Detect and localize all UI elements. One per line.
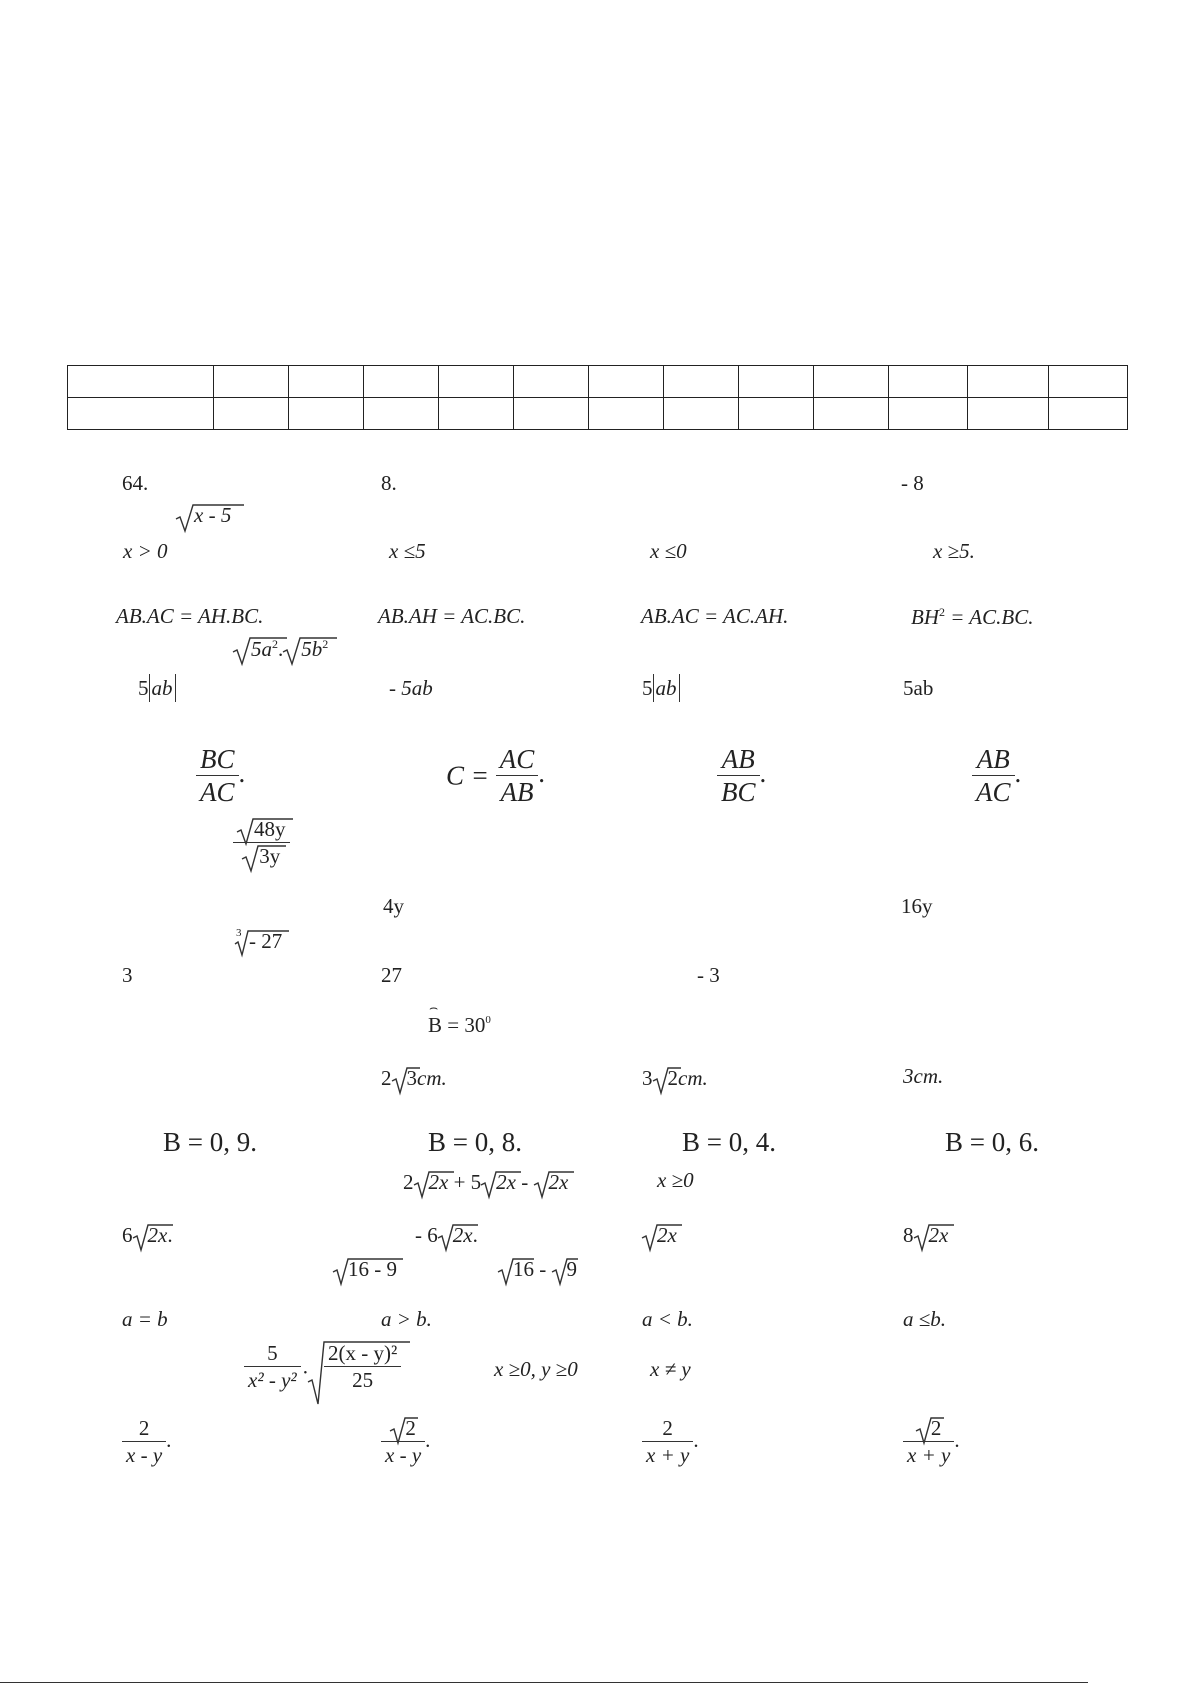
q9-option-a (122, 1225, 173, 1246)
q10-option-c: a < b. (642, 1307, 693, 1331)
minus: - (534, 1257, 552, 1281)
grid-cell[interactable] (664, 398, 739, 430)
q3-option-d: 5ab (903, 676, 934, 700)
q2-d-rest: = AC.BC. (945, 605, 1034, 629)
sqrt-group (283, 638, 328, 660)
grid-cell[interactable] (589, 366, 664, 398)
radicand: 2x (452, 1223, 473, 1247)
coef: 5 (642, 676, 653, 700)
q9-option-b (415, 1225, 478, 1246)
radical-sign (133, 1225, 175, 1253)
denominator: x + y (907, 1443, 951, 1467)
q11-stem (244, 1343, 401, 1391)
denominator: x - y (385, 1443, 422, 1467)
q5-stem (233, 819, 290, 867)
abs-value: ab (149, 674, 176, 702)
sqrt-group (308, 1343, 401, 1391)
radicand: 2 (930, 1416, 942, 1440)
root-index: 3 (236, 927, 242, 939)
coef: + 5 (453, 1170, 482, 1194)
answer-grid-row (68, 366, 1128, 398)
denominator (233, 843, 290, 867)
q4-option-d (972, 746, 1021, 806)
dot: . (166, 1427, 172, 1452)
numerator: AB (972, 746, 1015, 776)
fraction (122, 1418, 166, 1466)
coef: 2 (381, 1066, 392, 1090)
grid-cell[interactable] (364, 366, 439, 398)
dot: . (472, 1223, 478, 1247)
radicand: 2x (548, 1170, 569, 1194)
coef: - (521, 1170, 534, 1194)
q9-stem (403, 1172, 568, 1193)
answer-grid (67, 365, 1128, 430)
numerator: AC (496, 746, 539, 776)
radicand: - 27 (249, 929, 283, 953)
sqrt-group (653, 1068, 679, 1089)
q6-option-a: 3 (122, 963, 133, 987)
q2-d-base: BH (911, 605, 939, 629)
grid-cell[interactable] (739, 398, 814, 430)
radical-sign (414, 1172, 456, 1200)
numerator (381, 1418, 425, 1442)
sqrt-group (642, 1225, 677, 1246)
dot: . (538, 758, 545, 789)
q9-option-c (642, 1225, 677, 1246)
q3-stem (233, 638, 328, 660)
grid-cell[interactable] (439, 398, 514, 430)
q11-option-b (381, 1418, 430, 1466)
dot: . (167, 1223, 173, 1247)
numerator: 5 (244, 1343, 301, 1367)
sqrt-group (498, 1259, 534, 1280)
numerator: 2 (122, 1418, 166, 1442)
q7-option-d: 3cm. (903, 1064, 944, 1088)
radicand: x - 5 (194, 503, 232, 527)
radical-sign (390, 1418, 420, 1446)
radicand: 9 (566, 1257, 577, 1281)
sqrt-sign (176, 505, 231, 526)
numerator (233, 819, 290, 843)
q7-option-b (381, 1068, 447, 1089)
q0-option-b: 8. (381, 471, 397, 495)
radical-sign (914, 1225, 956, 1253)
fraction (196, 746, 239, 806)
q6-option-c: - 3 (697, 963, 720, 987)
sqrt-group (481, 1172, 516, 1193)
sqrt-group (534, 1172, 569, 1193)
q8-option-c: B = 0, 4. (682, 1127, 776, 1157)
coef: 5 (138, 676, 149, 700)
radicand: 2x (928, 1223, 949, 1247)
q1-option-a: x > 0 (123, 539, 168, 563)
q10-option-b: a > b. (381, 1307, 432, 1331)
degree-exp: 0 (485, 1014, 491, 1026)
q2-option-c: AB.AC = AC.AH. (641, 604, 789, 628)
numerator: BC (196, 746, 239, 776)
coef: - 6 (415, 1223, 438, 1247)
radicand: 2x (428, 1170, 449, 1194)
q9-condition: x ≥0 (657, 1168, 694, 1192)
grid-cell[interactable] (514, 398, 589, 430)
grid-cell[interactable] (289, 366, 364, 398)
grid-cell[interactable] (439, 366, 514, 398)
radicand: 5a (251, 637, 272, 661)
q3-option-c (642, 678, 680, 699)
q7-lhs: B = 30 (428, 1013, 486, 1037)
q6-stem (233, 927, 283, 953)
sqrt-group (242, 846, 280, 867)
grid-cell[interactable] (968, 366, 1049, 398)
fraction (642, 1418, 693, 1466)
q10-stem-a (333, 1259, 397, 1280)
q11-condition-2: x ≠ y (650, 1357, 691, 1381)
q8-option-d: B = 0, 6. (945, 1127, 1039, 1157)
sqrt-group (233, 638, 278, 660)
sqrt-group (390, 1418, 416, 1439)
fraction (496, 746, 539, 806)
dot: . (238, 758, 246, 789)
coef: 8 (903, 1223, 914, 1247)
grid-cell[interactable] (1049, 398, 1128, 430)
radical-sign (438, 1225, 480, 1253)
q1-option-b: x ≤5 (389, 539, 426, 563)
coef: 6 (122, 1223, 133, 1247)
q6-option-b: 27 (381, 963, 402, 987)
denominator: AB (500, 777, 534, 807)
radicand: 3 (406, 1066, 417, 1090)
lhs: C = (446, 760, 489, 791)
sqrt-group (133, 1225, 168, 1246)
denominator: AC (976, 777, 1011, 807)
grid-cell[interactable] (664, 366, 739, 398)
grid-cell[interactable] (289, 398, 364, 430)
numerator: AB (717, 746, 760, 776)
abs-value: ab (653, 674, 680, 702)
q0-option-a: 64. (122, 471, 149, 495)
fraction (381, 1418, 425, 1466)
grid-cell[interactable] (214, 366, 289, 398)
sqrt-group (237, 819, 286, 840)
exponent: 2 (272, 637, 278, 651)
coef: 3 (642, 1066, 653, 1090)
radical-sign (481, 1172, 523, 1200)
radicand: 2x (496, 1170, 516, 1194)
radical-sign (392, 1068, 422, 1096)
q7-stem (428, 1001, 491, 1037)
radicand: 16 - 9 (348, 1257, 397, 1281)
grid-cell[interactable] (1049, 366, 1128, 398)
unit: cm. (417, 1066, 447, 1090)
grid-cell[interactable] (589, 398, 664, 430)
radical-sign (333, 1259, 405, 1287)
grid-cell[interactable] (739, 366, 814, 398)
q10-option-d: a ≤b. (903, 1307, 947, 1331)
q0-option-d: - 8 (901, 471, 924, 495)
q11-option-c (642, 1418, 699, 1466)
q10-option-a: a = b (122, 1307, 168, 1331)
q11-condition-1: x ≥0, y ≥0 (494, 1357, 578, 1381)
answer-grid-row (68, 398, 1128, 430)
coef: 2 (403, 1170, 414, 1194)
denominator: x - y (126, 1443, 163, 1467)
q11-option-d (903, 1418, 960, 1466)
sqrt-group (333, 1259, 397, 1280)
footer-rule (0, 1682, 1088, 1683)
grid-cell[interactable] (889, 398, 968, 430)
grid-cell[interactable] (68, 366, 214, 398)
grid-cell[interactable] (814, 366, 889, 398)
grid-cell[interactable] (514, 366, 589, 398)
fraction (903, 1418, 954, 1466)
radical-sign (242, 846, 288, 874)
numerator: 2(x - y)² (324, 1343, 401, 1367)
sqrt-group (438, 1225, 473, 1246)
radical-sign (233, 638, 289, 668)
q4-option-a (196, 746, 245, 806)
q2-option-d (911, 606, 1033, 628)
denominator: x² - y² (248, 1368, 297, 1392)
exponent: 2 (322, 637, 329, 651)
q10-stem-b (498, 1259, 577, 1280)
dot: . (759, 758, 767, 789)
radical-sign (176, 505, 246, 535)
grid-cell[interactable] (889, 366, 968, 398)
dot: . (1014, 758, 1022, 789)
radical-sign (653, 1068, 683, 1096)
dot: . (954, 1427, 960, 1452)
q4-option-c (717, 746, 766, 806)
q3-option-a (138, 678, 176, 699)
sqrt-group (414, 1172, 449, 1193)
q11-option-a (122, 1418, 171, 1466)
q9-option-d (903, 1225, 948, 1246)
denominator: 25 (352, 1368, 374, 1392)
numerator: 2 (642, 1418, 693, 1442)
q2-option-b: AB.AH = AC.BC. (378, 604, 526, 628)
cube-root (233, 927, 283, 953)
radical-sign (642, 1225, 684, 1253)
q2-option-a: AB.AC = AH.BC. (116, 604, 264, 628)
hat-icon: ⌢ (429, 1001, 439, 1016)
fraction (233, 819, 290, 867)
unit: cm. (678, 1066, 708, 1090)
grid-cell[interactable] (68, 398, 214, 430)
grid-cell[interactable] (214, 398, 289, 430)
radical-sign (308, 1342, 412, 1406)
sqrt-group (914, 1225, 949, 1246)
sqrt-group (392, 1068, 418, 1089)
radicand: 2x (657, 1223, 677, 1247)
sqrt-group (916, 1418, 942, 1439)
q3-option-b: - 5ab (389, 676, 433, 700)
q2-d-exp: 2 (939, 605, 945, 619)
radical-sign (283, 638, 339, 668)
fraction (717, 746, 760, 806)
dot: . (693, 1427, 699, 1452)
radical-sign (534, 1172, 576, 1200)
radical-sign (916, 1418, 946, 1446)
grid-cell[interactable] (968, 398, 1049, 430)
radicand: 16 (513, 1257, 534, 1281)
q1-option-d: x ≥5. (933, 539, 975, 563)
radical-sign (498, 1259, 536, 1287)
denominator: x + y (646, 1443, 690, 1467)
grid-cell[interactable] (364, 398, 439, 430)
q1-stem-sqrt (176, 505, 231, 526)
denominator: AC (200, 777, 235, 807)
radicand: 5b (301, 637, 323, 661)
radicand: 2 (405, 1416, 416, 1440)
q5-option-b: 4y (383, 894, 404, 918)
q7-option-c (642, 1068, 708, 1089)
q4-option-b (446, 746, 545, 806)
q1-option-c: x ≤0 (650, 539, 687, 563)
fraction (244, 1343, 301, 1391)
radicand: 2x (147, 1223, 168, 1247)
sqrt-group (552, 1259, 578, 1280)
numerator (903, 1418, 954, 1442)
grid-cell[interactable] (814, 398, 889, 430)
radicand: 48y (254, 817, 286, 841)
dot: . (302, 1354, 308, 1379)
radical-sign (237, 819, 295, 847)
fraction (972, 746, 1015, 806)
radicand: 3y (259, 844, 281, 868)
radical-sign (552, 1259, 580, 1287)
q8-option-a: B = 0, 9. (163, 1127, 257, 1157)
dot: . (278, 637, 284, 661)
q8-option-b: B = 0, 8. (428, 1127, 522, 1157)
radicand: 2 (667, 1066, 678, 1090)
denominator: BC (721, 777, 756, 807)
dot: . (425, 1427, 431, 1452)
q5-option-d: 16y (901, 894, 933, 918)
